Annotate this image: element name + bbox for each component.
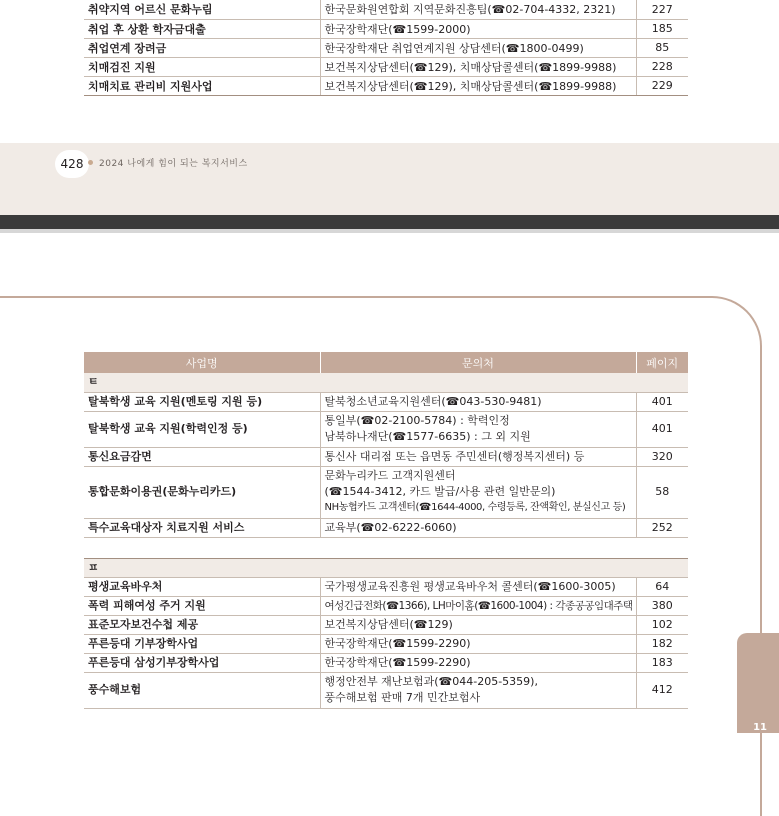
table-row — [84, 57, 688, 76]
table-row — [84, 38, 688, 57]
contact-line: 문화누리카드 고객지원센터 — [324, 469, 456, 482]
contact-line: 남북하나재단(☎1577-6635) : 그 외 지원 — [324, 430, 531, 443]
table-row — [84, 577, 688, 596]
contact-line: 교육부(☎02-6222-6060) — [324, 520, 457, 534]
contact-info — [320, 672, 636, 708]
program-name: 특수교육대상자 치료지원 서비스 — [84, 518, 320, 537]
page-ref: 380 — [636, 596, 688, 615]
program-name: 탈북학생 교육 지원(학력인정 등) — [84, 411, 320, 447]
contact-info: 보건복지상담센터(☎129), 치매상담콜센터(☎1899-9988) — [320, 57, 636, 76]
page-ref: 102 — [636, 615, 688, 634]
program-name: 치매치료 관리비 지원사업 — [84, 76, 320, 95]
page-ref: 227 — [636, 0, 688, 19]
page-ref: 228 — [636, 57, 688, 76]
program-name: 치매검진 지원 — [84, 57, 320, 76]
contact-info — [320, 634, 636, 653]
table-row — [84, 76, 688, 95]
page-ref: 401 — [636, 411, 688, 447]
page-ref: 229 — [636, 76, 688, 95]
section-letter: ㅍ — [84, 558, 688, 577]
table-row — [84, 634, 688, 653]
page-ref: 64 — [636, 577, 688, 596]
contact-info: 한국장학재단 취업연계지원 상담센터(☎1800-0499) — [320, 38, 636, 57]
contact-line: 통신사 대리점 또는 읍면동 주민센터(행정복지센터) 등 — [324, 449, 585, 463]
contact-line: (☎1544-3412, 카드 발급/사용 관련 일반문의) — [324, 485, 556, 498]
chapter-tab-label: 11 — [753, 722, 767, 733]
table-row — [84, 0, 688, 19]
program-name: 탈북학생 교육 지원(멘토링 지원 등) — [84, 392, 320, 411]
table-row — [84, 615, 688, 634]
program-name: 통합문화이용권(문화누리카드) — [84, 466, 320, 518]
contact-info — [320, 577, 636, 596]
page-ref: 320 — [636, 447, 688, 466]
page-footer — [0, 143, 779, 215]
previous-page — [0, 0, 779, 143]
contact-info — [320, 466, 636, 518]
section-header — [84, 558, 688, 577]
contact-info: 한국문화원연합회 지역문화진흥팀(☎02-704-4332, 2321) — [320, 0, 636, 19]
section-letter: ㅌ — [84, 373, 688, 392]
contact-info: 보건복지상담센터(☎129), 치매상담콜센터(☎1899-9988) — [320, 76, 636, 95]
page-ref: 58 — [636, 466, 688, 518]
section-spacer — [84, 537, 688, 558]
program-name: 평생교육바우처 — [84, 577, 320, 596]
table-row — [84, 19, 688, 38]
program-name: 취약지역 어르신 문화누림 — [84, 0, 320, 19]
program-name: 푸른등대 기부장학사업 — [84, 634, 320, 653]
contact-line: 한국장학재단(☎1599-2290) — [324, 655, 471, 669]
program-name: 취업 후 상환 학자금대출 — [84, 19, 320, 38]
page-ref: 252 — [636, 518, 688, 537]
contact-line: 행정안전부 재난보험과(☎044-205-5359), — [324, 675, 538, 688]
page-gap — [0, 215, 779, 229]
contact-info — [320, 447, 636, 466]
page-gap-edge — [0, 229, 779, 233]
contact-line: 국가평생교육진흥원 평생교육바우처 콜센터(☎1600-3005) — [324, 579, 616, 593]
table-row — [84, 392, 688, 411]
contact-line: 풍수해보험 판매 7개 민간보험사 — [324, 691, 481, 704]
table-row — [84, 411, 688, 447]
contact-info — [320, 518, 636, 537]
header-program-name: 사업명 — [84, 352, 320, 373]
bullet-dot-icon — [88, 160, 93, 165]
program-name: 표준모자보건수첩 제공 — [84, 615, 320, 634]
contact-info — [320, 615, 636, 634]
continued-table — [84, 0, 688, 96]
page-ref: 85 — [636, 38, 688, 57]
page-ref: 183 — [636, 653, 688, 672]
program-name: 푸른등대 삼성기부장학사업 — [84, 653, 320, 672]
section-header — [84, 373, 688, 392]
contact-info — [320, 392, 636, 411]
chapter-tab — [737, 633, 779, 733]
page-ref: 182 — [636, 634, 688, 653]
table-row — [84, 672, 688, 708]
table-row — [84, 653, 688, 672]
contact-line: 한국장학재단(☎1599-2290) — [324, 636, 471, 650]
page-ref: 412 — [636, 672, 688, 708]
contact-info — [320, 596, 636, 615]
table-row — [84, 596, 688, 615]
table-row — [84, 466, 688, 518]
contact-line: 통일부(☎02-2100-5784) : 학력인정 — [324, 414, 510, 427]
contact-line: NH농협카드 고객센터(☎1644-4000, 수령등록, 잔액확인, 분실신고 등) — [324, 502, 626, 513]
header-contact: 문의처 — [320, 352, 636, 373]
contact-info — [320, 411, 636, 447]
index-table — [84, 352, 688, 709]
contact-line: 보건복지상담센터(☎129) — [324, 617, 453, 631]
contact-line: 탈북청소년교육지원센터(☎043-530-9481) — [324, 394, 542, 408]
header-page: 페이지 — [636, 352, 688, 373]
table-row — [84, 447, 688, 466]
program-name: 풍수해보험 — [84, 672, 320, 708]
contact-info — [320, 653, 636, 672]
contact-line: 여성긴급전화(☎1366), LH마이홈(☎1600-1004) : 각종공공임대주택 — [324, 599, 633, 612]
table-header-row — [84, 352, 688, 373]
contact-info: 한국장학재단(☎1599-2000) — [320, 19, 636, 38]
program-name: 취업연계 장려금 — [84, 38, 320, 57]
book-title: 2024 나에게 힘이 되는 복지서비스 — [99, 159, 248, 169]
program-name: 폭력 피해여성 주거 지원 — [84, 596, 320, 615]
page-number: 428 — [55, 150, 89, 178]
table-row — [84, 518, 688, 537]
page-ref: 401 — [636, 392, 688, 411]
program-name: 통신요금감면 — [84, 447, 320, 466]
page-ref: 185 — [636, 19, 688, 38]
